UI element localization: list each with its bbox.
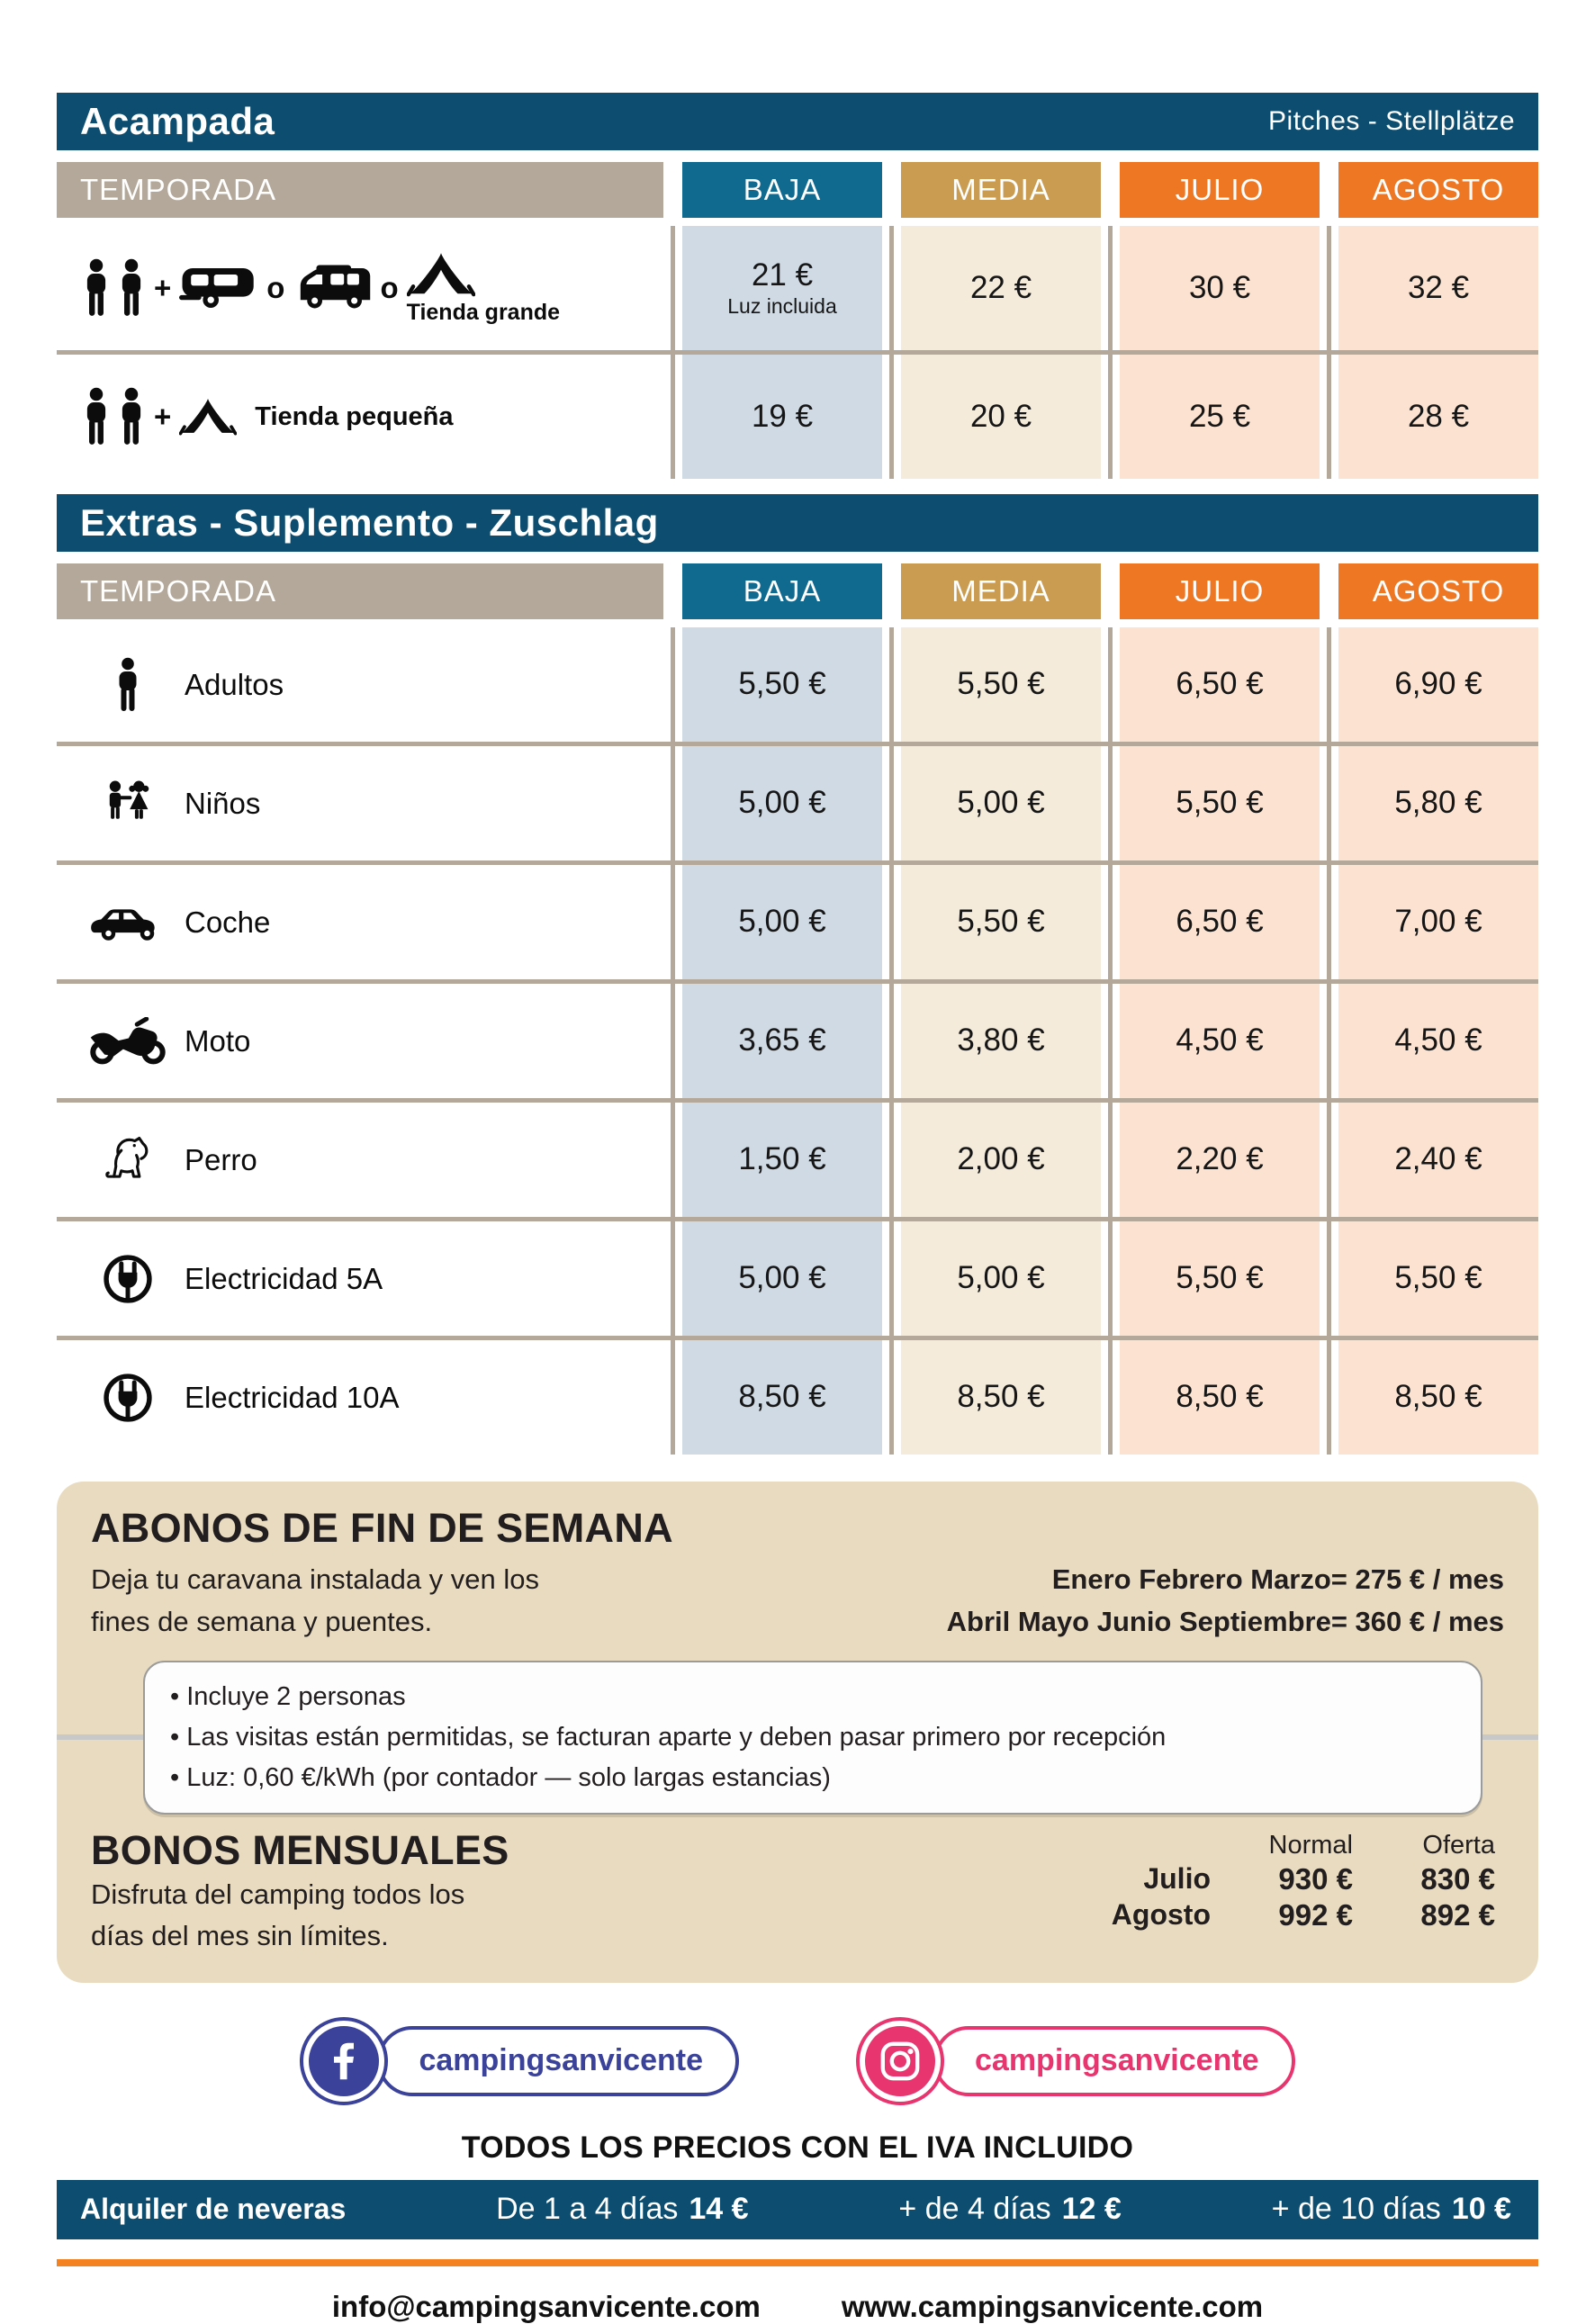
price-cell: 25 €: [1120, 355, 1320, 479]
facebook-icon: [300, 2017, 388, 2105]
bonos-oferta-price: 892 €: [1420, 1897, 1495, 1932]
bonos-description: [91, 1874, 509, 1958]
abonos-title: ABONOS DE FIN DE SEMANA: [91, 1505, 673, 1551]
plus-sign: +: [154, 271, 172, 304]
price-cell: 2,20 €: [1120, 1103, 1320, 1217]
conditions-area: [91, 1661, 1504, 1815]
price-cell: 32 €: [1338, 226, 1538, 350]
instagram-badge[interactable]: [856, 2017, 1295, 2105]
dog-icon: [82, 1134, 174, 1186]
bonos-desc-line2: días del mes sin límites.: [91, 1920, 389, 1952]
extras-row-label: [57, 865, 663, 979]
caravan-icon: [179, 263, 258, 313]
two-persons-icon: [82, 258, 146, 318]
instagram-handle: campingsanvicente: [933, 2026, 1295, 2096]
price-cell: 5,00 €: [901, 1221, 1101, 1336]
footer-contact: [57, 2290, 1538, 2324]
big-tent-group: [407, 251, 560, 326]
abonos-desc-line1: Deja tu caravana instalada y ven los: [91, 1563, 540, 1595]
fridge-tier-3-price: 10 €: [1451, 2192, 1511, 2227]
extras-label-text: Moto: [185, 1023, 251, 1058]
fridge-rental-label: Alquiler de neveras: [80, 2193, 347, 2226]
extras-label-text: Adultos: [185, 667, 284, 701]
price-cell: 28 €: [1338, 355, 1538, 479]
bonos-normal-price: 992 €: [1278, 1897, 1353, 1932]
price-cell: 6,90 €: [1338, 627, 1538, 742]
price-cell: 5,00 €: [901, 746, 1101, 860]
extras-table: [57, 627, 1538, 1455]
price-cell: 8,50 €: [682, 1340, 882, 1455]
fridge-tier-2-text: + de 4 días: [898, 2192, 1051, 2227]
instagram-icon: [856, 2017, 944, 2105]
table-row: [57, 865, 1538, 979]
price-cell: 3,80 €: [901, 984, 1101, 1098]
table-row: [57, 1103, 1538, 1217]
table-row: [57, 1340, 1538, 1455]
fridge-tier-3: [1272, 2192, 1511, 2227]
column-divider: [1327, 226, 1331, 479]
extras-row-label: [57, 627, 663, 742]
price-cell: 4,50 €: [1120, 984, 1320, 1098]
acampada-season-header: [57, 162, 1538, 218]
price-cell: 8,50 €: [1338, 1340, 1538, 1455]
adult-icon: [82, 656, 174, 714]
motorhome-icon: [293, 263, 372, 313]
bonos-left: [91, 1827, 509, 1958]
column-divider: [671, 226, 675, 479]
price-cell: [682, 226, 882, 350]
column-divider: [671, 627, 675, 1455]
car-icon: [82, 900, 174, 945]
temporada-header: TEMPORADA: [57, 162, 663, 218]
extras-row-label: [57, 1103, 663, 1217]
abonos-rate-line2: Abril Mayo Junio Septiembre= 360 € / mes: [946, 1605, 1504, 1637]
facebook-badge[interactable]: [300, 2017, 739, 2105]
extras-label-text: Niños: [185, 786, 261, 820]
tent-size-label: Tienda pequeña: [255, 401, 454, 431]
price-cell: 3,65 €: [682, 984, 882, 1098]
social-row: [57, 2017, 1538, 2105]
price-cell: 8,50 €: [901, 1340, 1101, 1455]
extras-label-text: Perro: [185, 1142, 257, 1176]
price-cell: 5,00 €: [682, 865, 882, 979]
acampada-table: [57, 226, 1538, 479]
season-baja: BAJA: [682, 162, 882, 218]
abonos-description: [91, 1559, 539, 1643]
price-cell: 22 €: [901, 226, 1101, 350]
price-cell: 2,00 €: [901, 1103, 1101, 1217]
price-cell: 5,50 €: [682, 627, 882, 742]
motorcycle-icon: [82, 1017, 174, 1066]
acampada-header-bar: [57, 93, 1538, 150]
bonos-info: [91, 1827, 1504, 1958]
bonos-col-oferta: Oferta: [1422, 1830, 1495, 1860]
price-cell: 5,50 €: [901, 865, 1101, 979]
or-text: o: [380, 271, 399, 304]
price-cell: 6,50 €: [1120, 627, 1320, 742]
two-persons-icon: [82, 387, 146, 446]
bonos-oferta-price: 830 €: [1420, 1861, 1495, 1896]
price-cell: 5,50 €: [1120, 1221, 1320, 1336]
extras-label-text: Electricidad 5A: [185, 1261, 383, 1295]
temporada-header: TEMPORADA: [57, 563, 663, 619]
table-row: [57, 746, 1538, 860]
season-agosto: AGOSTO: [1338, 162, 1538, 218]
iva-note: TODOS LOS PRECIOS CON EL IVA INCLUIDO: [461, 2130, 1134, 2165]
price-cell: 5,50 €: [1120, 746, 1320, 860]
table-row: [57, 984, 1538, 1098]
extras-title: Extras - Suplemento - Zuschlag: [80, 501, 659, 544]
price-cell: 5,00 €: [682, 746, 882, 860]
price-cell: 4,50 €: [1338, 984, 1538, 1098]
bonos-desc-line1: Disfruta del camping todos los: [91, 1878, 465, 1910]
pitch-small-label: [57, 355, 663, 479]
fridge-tier-2: [898, 2192, 1121, 2227]
abonos-desc-line2: fines de semana y puentes.: [91, 1605, 433, 1637]
price-cell: 19 €: [682, 355, 882, 479]
tent-icon: [407, 251, 475, 298]
extras-row-label: [57, 1221, 663, 1336]
bonos-col-normal: Normal: [1268, 1830, 1353, 1860]
price-value: 21 €: [751, 257, 814, 293]
acampada-title: Acampada: [80, 100, 275, 142]
season-media: MEDIA: [901, 563, 1101, 619]
condition-item: • Las visitas están permitidas, se facturan aparte y deben pasar primero por recepción: [170, 1722, 1167, 1752]
price-cell: 5,50 €: [901, 627, 1101, 742]
column-divider: [1327, 627, 1331, 1455]
plug-icon: [82, 1373, 174, 1423]
table-row: [57, 355, 1538, 479]
table-row: [57, 1221, 1538, 1336]
table-row: [57, 627, 1538, 742]
price-cell: 2,40 €: [1338, 1103, 1538, 1217]
column-divider: [889, 627, 894, 1455]
price-cell: 7,00 €: [1338, 865, 1538, 979]
acampada-subtitle: Pitches - Stellplätze: [1268, 106, 1515, 136]
pitch-large-label: [57, 226, 663, 350]
fridge-rental-bar: [57, 2180, 1538, 2239]
column-divider: [1108, 226, 1113, 479]
extras-label-text: Coche: [185, 905, 271, 939]
tent-icon: [179, 397, 237, 437]
or-text: o: [266, 271, 285, 304]
bonos-month: Julio: [1143, 1861, 1211, 1895]
fridge-tier-1-price: 14 €: [689, 2192, 749, 2227]
season-agosto: AGOSTO: [1338, 563, 1538, 619]
bonos-price-table: [1112, 1831, 1504, 1932]
fridge-tier-2-price: 12 €: [1061, 2192, 1122, 2227]
children-icon: [82, 779, 174, 829]
condition-item: • Luz: 0,60 €/kWh (por contador — solo largas estancias): [170, 1762, 831, 1792]
bonos-normal-price: 930 €: [1278, 1861, 1353, 1896]
bonos-title: BONOS MENSUALES: [91, 1826, 509, 1873]
price-cell: 1,50 €: [682, 1103, 882, 1217]
extras-row-label: [57, 746, 663, 860]
season-media: MEDIA: [901, 162, 1101, 218]
price-cell: 6,50 €: [1120, 865, 1320, 979]
facebook-handle: campingsanvicente: [377, 2026, 739, 2096]
footer-email[interactable]: info@campingsanvicente.com: [331, 2289, 761, 2323]
season-julio: JULIO: [1120, 563, 1320, 619]
extras-row-label: [57, 1340, 663, 1455]
extras-header-bar: [57, 494, 1538, 552]
extras-label-text: Electricidad 10A: [185, 1380, 400, 1414]
fridge-tier-1: [496, 2192, 748, 2227]
fridge-tier-3-text: + de 10 días: [1271, 2192, 1441, 2227]
price-cell: 8,50 €: [1120, 1340, 1320, 1455]
extras-section: [57, 494, 1538, 1455]
table-row: [57, 226, 1538, 350]
abonos-rates: [947, 1559, 1504, 1643]
footer-website[interactable]: www.campingsanvicente.com: [841, 2289, 1264, 2323]
tent-size-label: Tienda grande: [406, 299, 561, 325]
price-cell: 5,00 €: [682, 1221, 882, 1336]
column-divider: [889, 226, 894, 479]
fridge-tier-1-text: De 1 a 4 días: [496, 2192, 679, 2227]
conditions-box: [143, 1661, 1482, 1815]
condition-item: • Incluye 2 personas: [170, 1682, 406, 1711]
season-baja: BAJA: [682, 563, 882, 619]
bonos-empty-cell: [1112, 1831, 1211, 1860]
price-cell: 20 €: [901, 355, 1101, 479]
accent-divider: [57, 2259, 1538, 2266]
extras-season-header: [57, 563, 1538, 619]
plus-sign: +: [154, 400, 172, 433]
bonos-month: Agosto: [1111, 1897, 1211, 1931]
price-note: Luz incluida: [727, 293, 837, 318]
season-julio: JULIO: [1120, 162, 1320, 218]
plug-icon: [82, 1254, 174, 1304]
acampada-section: [57, 93, 1538, 479]
price-cell: 5,50 €: [1338, 1221, 1538, 1336]
abonos-info: [91, 1559, 1504, 1643]
price-cell: 5,80 €: [1338, 746, 1538, 860]
column-divider: [1108, 627, 1113, 1455]
price-cell: 30 €: [1120, 226, 1320, 350]
extras-row-label: [57, 984, 663, 1098]
promo-panel: [57, 1482, 1538, 1983]
abonos-rate-line1: Enero Febrero Marzo= 275 € / mes: [1051, 1563, 1504, 1595]
